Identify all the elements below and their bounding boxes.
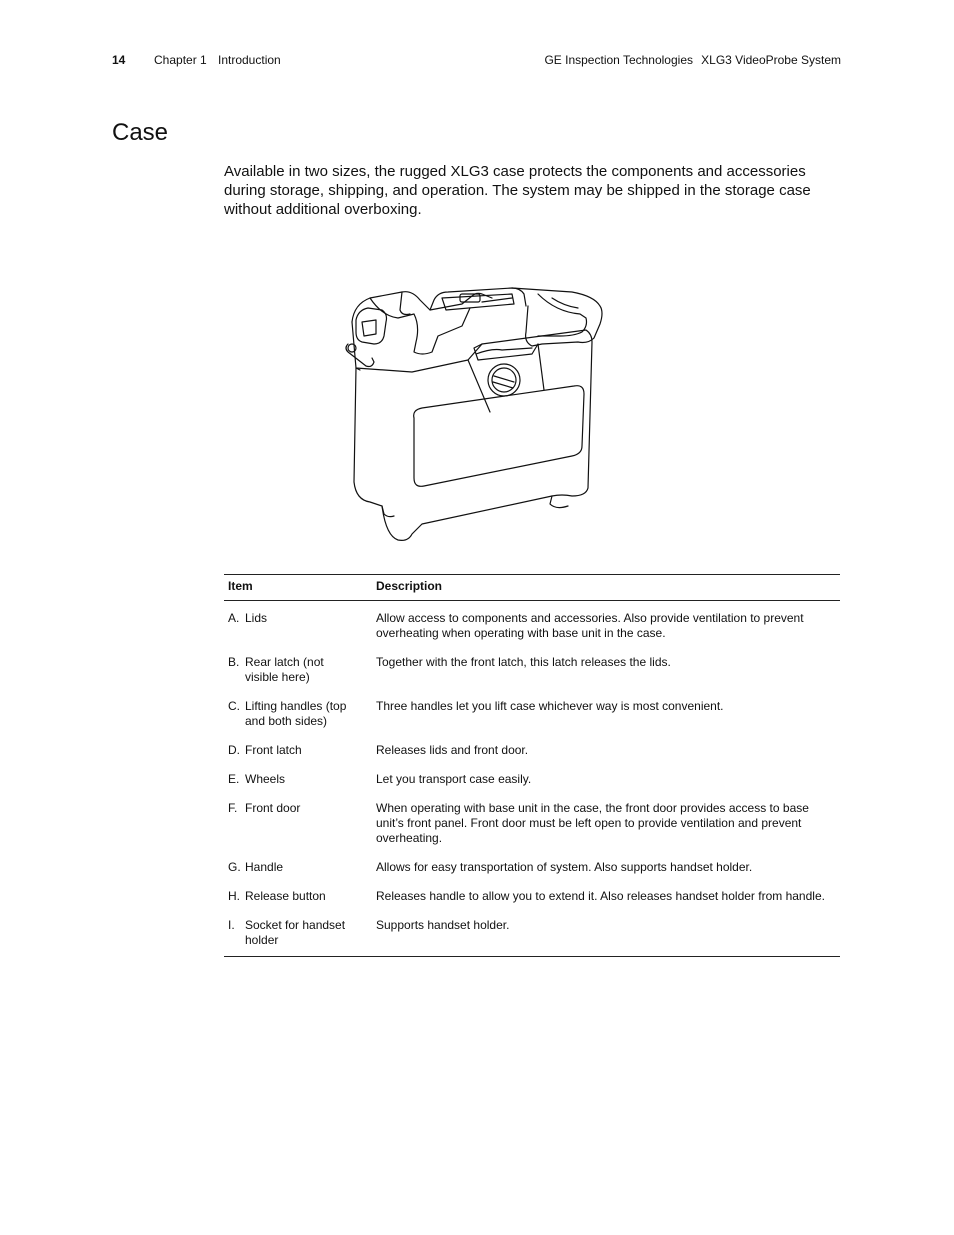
table-row (224, 886, 840, 907)
item-cell (224, 740, 372, 761)
product-name: XLG3 VideoProbe System (701, 53, 841, 67)
description-cell: Supports handset holder. (372, 915, 840, 957)
item-letter: I. (228, 918, 235, 932)
item-letter: D. (228, 743, 240, 757)
item-letter: C. (228, 699, 240, 713)
description-cell: Together with the front latch, this latch releases the lids. (376, 655, 671, 669)
item-name: Handle (245, 860, 284, 874)
item-cell (224, 696, 372, 732)
case-illustration (342, 282, 610, 544)
table-row (224, 798, 840, 849)
table-row (224, 696, 840, 732)
item-name: Lids (245, 611, 268, 625)
table-row (224, 857, 840, 878)
table-row (224, 652, 840, 688)
item-cell (224, 886, 372, 907)
item-letter: E. (228, 772, 240, 786)
company-name: GE Inspection Technologies (544, 53, 693, 67)
item-cell (224, 652, 372, 688)
table-row (224, 740, 840, 761)
item-letter: H. (228, 889, 240, 903)
section-label: Introduction (218, 53, 281, 67)
description-cell: Allow access to components and accessories. Also provide ventilation to prevent overheating when operating with base unit in the case. (376, 611, 804, 640)
description-cell: When operating with base unit in the case, the front door provides access to base unit’s front panel. Front door must be left open to provide ventilation and prevent overheating. (376, 801, 809, 845)
item-cell (224, 915, 372, 957)
item-name: Front door (245, 801, 301, 815)
item-name: Rear latch (not visible here) (245, 655, 324, 684)
chapter-label: Chapter 1 (154, 53, 207, 67)
column-header-description: Description (372, 575, 840, 601)
item-letter: F. (228, 801, 238, 815)
table-row (224, 601, 840, 645)
item-cell (224, 769, 372, 790)
description-cell: Releases lids and front door. (376, 743, 529, 757)
item-letter: G. (228, 860, 241, 874)
page-number: 14 (112, 53, 126, 67)
components-table (224, 574, 840, 957)
description-cell: Releases handle to allow you to extend it. Also releases handset holder from handle. (376, 889, 825, 903)
item-cell (224, 798, 372, 849)
table-row (224, 915, 840, 957)
item-name: Release button (245, 889, 326, 903)
column-header-item: Item (224, 575, 372, 601)
description-cell: Allows for easy transportation of system. Also supports handset holder. (376, 860, 753, 874)
page-title: Case (112, 119, 169, 146)
item-name: Socket for handset holder (245, 918, 346, 947)
item-cell (224, 601, 372, 645)
intro-paragraph: Available in two sizes, the rugged XLG3 case protects the components and accessories during storage, shipping, and operation. The system may be shipped in the storage case without additional overboxing. (224, 163, 811, 218)
item-name: Lifting handles (top and both sides) (245, 699, 347, 728)
item-cell (224, 857, 372, 878)
table-row (224, 769, 840, 790)
item-letter: B. (228, 655, 240, 669)
description-cell: Let you transport case easily. (376, 772, 532, 786)
item-name: Front latch (245, 743, 302, 757)
description-cell: Three handles let you lift case whichever way is most convenient. (376, 699, 724, 713)
item-letter: A. (228, 611, 240, 625)
item-name: Wheels (245, 772, 286, 786)
